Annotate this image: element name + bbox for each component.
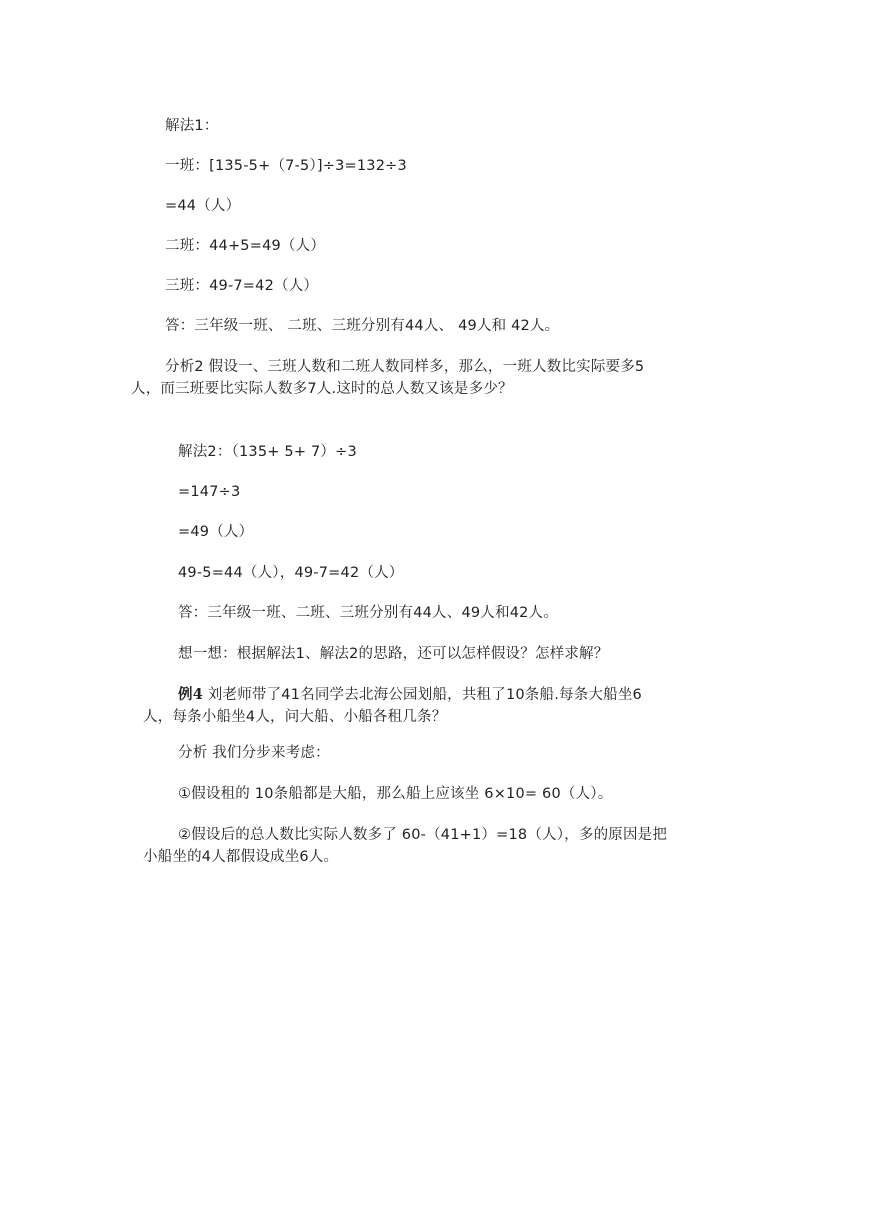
analysis4-step2-line2: 小船坐的4人都假设成坐6人。	[143, 849, 339, 865]
analysis4-heading: 分析 我们分步来考虑：	[178, 745, 330, 761]
analysis2-line2: 人，而三班要比实际人数多7人.这时的总人数又该是多少？	[131, 381, 513, 397]
solution2-line3: =49（人）	[178, 524, 254, 540]
analysis4-step2-line1: ②假设后的总人数比实际人数多了 60-（41+1）=18（人），多的原因是把	[178, 827, 668, 843]
solution1-line1: 一班：[135-5+（7-5）]÷3=132÷3	[165, 158, 407, 174]
analysis4-step1: ①假设租的 10条船都是大船，那么船上应该坐 6×10= 60（人）。	[178, 786, 613, 802]
solution1-line2: =44（人）	[165, 198, 241, 214]
example4-line1	[178, 685, 642, 705]
example4-label: 例4	[178, 686, 203, 703]
solution2-line2: =147÷3	[178, 484, 241, 500]
think-line: 想一想：根据解法1、解法2的思路，还可以怎样假设？怎样求解？	[178, 646, 609, 662]
example4-line2: 人，每条小船坐4人，问大船、小船各租几条？	[143, 709, 447, 725]
solution1-line4: 三班：49-7=42（人）	[165, 278, 319, 294]
solution2-line4: 49-5=44（人），49-7=42（人）	[178, 565, 404, 581]
solution1-answer: 答：三年级一班、 二班、三班分别有44人、 49人和 42人。	[165, 318, 560, 334]
example4-text: 刘老师带了41名同学去北海公园划船，共租了10条船.每条大船坐6	[203, 687, 642, 703]
solution1-line3: 二班：44+5=49（人）	[165, 238, 326, 254]
solution2-answer: 答：三年级一班、二班、三班分别有44人、49人和42人。	[178, 605, 558, 621]
analysis2-line1: 分析2 假设一、三班人数和二班人数同样多，那么，一班人数比实际要多5	[165, 359, 645, 375]
solution2-line1: 解法2：（135+ 5+ 7）÷3	[178, 444, 357, 460]
solution1-heading: 解法1：	[165, 118, 219, 134]
